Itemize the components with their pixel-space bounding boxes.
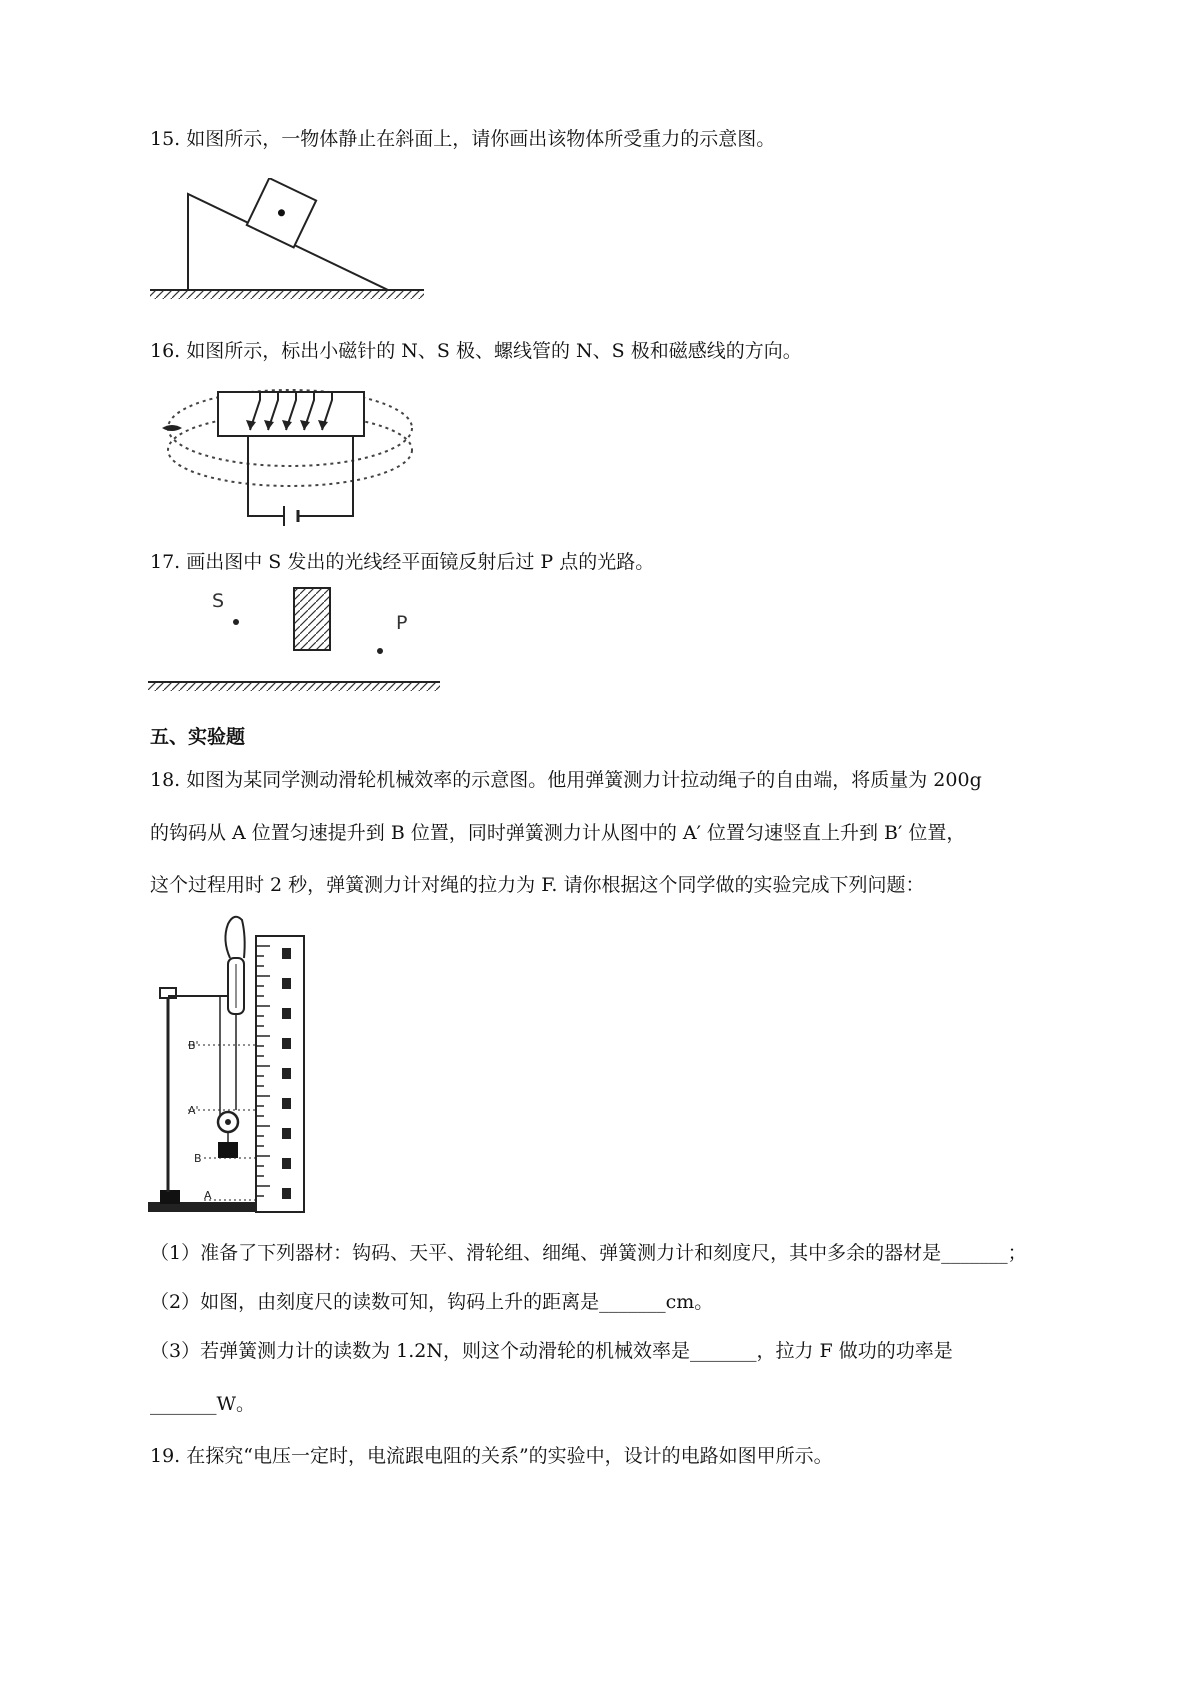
- q19-text: 19. 在探究“电压一定时，电流跟电阻的关系”的实验中，设计的电路如图甲所示。: [150, 1445, 833, 1467]
- compass-needle: [162, 425, 182, 431]
- ground-hatch: [150, 290, 424, 299]
- point-s: [233, 619, 239, 625]
- plane-mirror: [294, 588, 330, 650]
- pulley-experiment-figure: [148, 910, 328, 1220]
- hand: [225, 917, 244, 958]
- section-title: 五、实验题: [150, 726, 246, 748]
- solenoid-figure: [148, 378, 416, 530]
- q16-text: 16. 如图所示，标出小磁针的 N、S 极、螺线管的 N、S 极和磁感线的方向。: [150, 340, 802, 362]
- circuit-wire-right: [298, 436, 353, 516]
- q18-sub-3: （3）若弹簧测力计的读数为 1.2N，则这个动滑轮的机械效率是_______，拉力 F 做功的功率是: [150, 1340, 953, 1362]
- floor-hatch: [148, 682, 440, 691]
- block-on-incline: [247, 178, 316, 247]
- label-s: S: [212, 590, 225, 612]
- q18-sub-3-cont: _______W。: [150, 1393, 256, 1415]
- incline-figure: [148, 178, 428, 300]
- pulley-axle: [225, 1119, 231, 1125]
- q18-line-1: 18. 如图为某同学测动滑轮机械效率的示意图。他用弹簧测力计拉动绳子的自由端，将质量为 200g: [150, 769, 982, 791]
- point-p: [377, 648, 383, 654]
- hook-weight: [218, 1142, 238, 1158]
- circuit-wire-left: [248, 436, 284, 516]
- q15-text: 15. 如图所示，一物体静止在斜面上，请你画出该物体所受重力的示意图。: [150, 128, 776, 150]
- ruler-number-marks: [282, 948, 291, 1199]
- q18-sub-2: （2）如图，由刻度尺的读数可知，钩码上升的距离是_______cm。: [150, 1291, 714, 1313]
- q18-line-3: 这个过程用时 2 秒，弹簧测力计对绳的拉力为 F. 请你根据这个同学做的实验完成下列问题：: [150, 874, 925, 896]
- label-p: P: [396, 612, 408, 634]
- stand-base: [160, 1190, 180, 1204]
- q18-sub-1: （1）准备了下列器材：钩码、天平、滑轮组、细绳、弹簧测力计和刻度尺，其中多余的器材是_______；: [150, 1242, 1027, 1264]
- label-a-prime: A': [188, 1104, 199, 1117]
- label-a: A: [204, 1189, 212, 1202]
- label-b-prime: B': [188, 1039, 199, 1052]
- ruler: [256, 936, 304, 1212]
- mirror-figure: [148, 586, 444, 708]
- q18-line-2: 的钩码从 A 位置匀速提升到 B 位置，同时弹簧测力计从图中的 A′ 位置匀速竖直上升到 B′ 位置，: [150, 822, 966, 844]
- label-b: B: [194, 1152, 202, 1165]
- q17-text: 17. 画出图中 S 发出的光线经平面镜反射后过 P 点的光路。: [150, 551, 655, 573]
